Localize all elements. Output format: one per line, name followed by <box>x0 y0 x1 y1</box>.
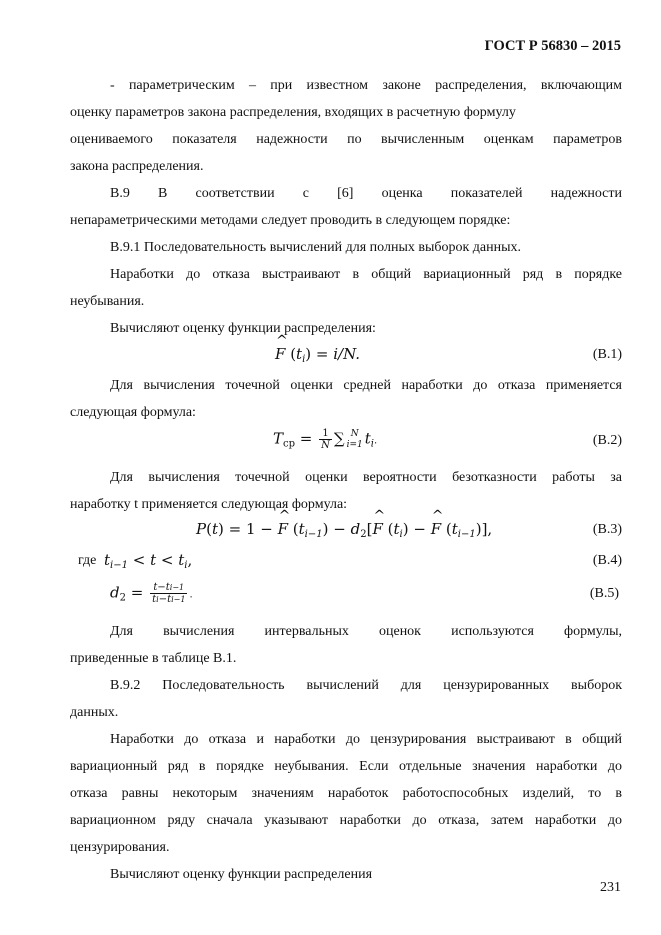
paragraph-line: Для вычисления точечной оценки вероятности безотказности работы за <box>110 470 622 485</box>
paragraph-line: В.9 В соответствии с [6] оценка показателей надежности <box>110 186 622 201</box>
paragraph-line: данных. <box>70 705 119 720</box>
equation-number: (В.4) <box>592 553 622 568</box>
standard-header: ГОСТ Р 56830 – 2015 <box>484 38 621 54</box>
equation-number: (В.3) <box>592 522 622 537</box>
where-label: где <box>78 553 97 568</box>
paragraph-line: закона распределения. <box>70 159 204 174</box>
equation-b2 <box>0 428 661 456</box>
paragraph-line: оценку параметров закона распределения, входящих в расчетную формулу <box>70 105 516 120</box>
paragraph-line: Вычисляют оценку функции распределения: <box>110 321 376 336</box>
paragraph-line: отказа равны некоторым значениям наработок работоспособных изделий, то в <box>70 786 622 801</box>
paragraph-line: вариационный ряд в порядке неубывания. Если отдельные значения наработки до <box>70 759 622 774</box>
paragraph-line: наработку t применяется следующая формула: <box>70 497 348 512</box>
formula-b2: $T_{ср}$ = $\frac{1}{N}$ ∑ N i=1 $t_i$. <box>273 428 378 451</box>
paragraph-line: оцениваемого показателя надежности по вычисленным оценкам параметров <box>70 132 622 147</box>
paragraph-line: Для вычисления интервальных оценок используются формулы, <box>110 624 622 639</box>
paragraph-line: вариационном ряду сначала указывают наработки до отказа, затем наработки до <box>70 813 622 828</box>
paragraph-line: приведенные в таблице В.1. <box>70 651 237 666</box>
equation-b5 <box>0 580 661 614</box>
paragraph-line: Наработки до отказа и наработки до цензурирования выстраивают в общий <box>110 732 622 747</box>
paragraph-line: непараметрическими методами следует проводить в следующем порядке: <box>70 213 511 228</box>
formula-b1: ^ F $(t_i) = i/N$. <box>275 345 360 365</box>
formula-b5: $d_2$ = $\frac{t-ti-1}{ti-ti-1}$ . <box>110 582 193 605</box>
section-heading: В.9.1 Последовательность вычислений для полных выборок данных. <box>110 240 522 255</box>
paragraph-line: цензурирования. <box>70 840 170 855</box>
formula-b3: P(t) = 1 − ^ F $(t_{i-1})$ − $d_2[\^{}$ F $(t_i)$ − ^ F $(t_{i-1})$], <box>196 520 492 540</box>
equation-b1 <box>0 343 661 371</box>
equation-number: (В.1) <box>592 347 622 362</box>
equation-number: (В.5) <box>589 586 619 601</box>
paragraph-line: - параметрическим – при известном законе распределения, включающим <box>110 78 622 93</box>
paragraph-line: Вычисляют оценку функции распределения <box>110 867 373 882</box>
paragraph-line: Наработки до отказа выстраивают в общий вариационный ряд в порядке <box>110 267 622 282</box>
equation-b4 <box>0 549 661 577</box>
equation-number: (В.2) <box>592 433 622 448</box>
paragraph-line: неубывания. <box>70 294 145 309</box>
page-number: 231 <box>600 880 621 895</box>
section-heading: В.9.2 Последовательность вычислений для цензурированных выборок <box>110 678 622 693</box>
paragraph-line: Для вычисления точечной оценки средней наработки до отказа применяется <box>110 378 622 393</box>
equation-b3 <box>0 518 661 546</box>
formula-b4: $t_{i-1} < t < t_i$, <box>104 551 193 571</box>
paragraph-line: следующая формула: <box>70 405 196 420</box>
